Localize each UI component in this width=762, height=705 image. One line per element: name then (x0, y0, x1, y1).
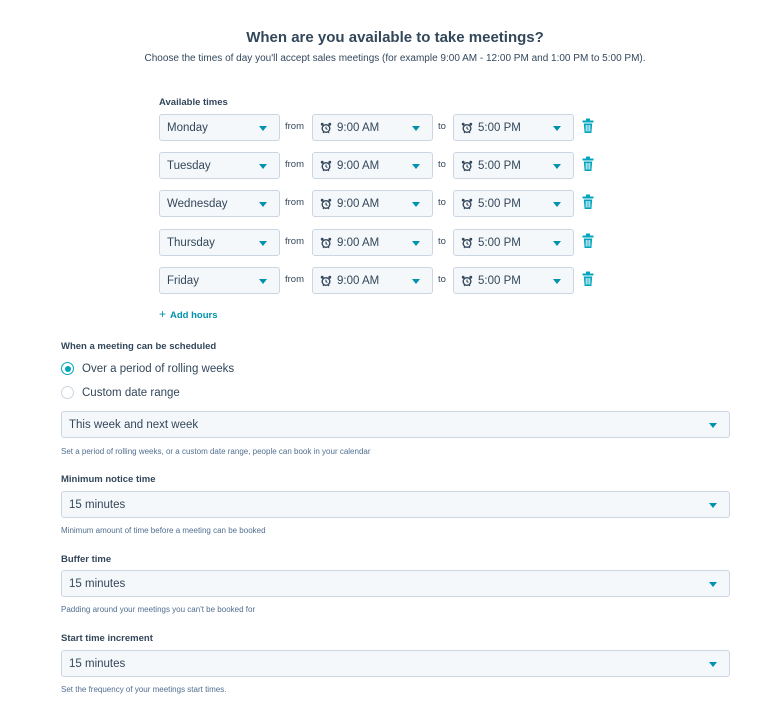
start-time-select[interactable] (312, 229, 433, 256)
day-value: Friday (167, 274, 199, 287)
page-title: When are you available to take meetings? (246, 29, 544, 46)
start-time-value: 9:00 AM (337, 121, 380, 134)
day-select[interactable] (159, 152, 280, 179)
available-times-label: Available times (159, 97, 228, 108)
page-subtitle: Choose the times of day you'll accept sales meetings (for example 9:00 AM - 12:00 PM and 1:00 PM to 5:00 PM). (144, 53, 646, 64)
available-time-row-wednesday (159, 190, 599, 217)
plus-icon: + (159, 307, 167, 321)
chevron-down-icon (412, 241, 420, 246)
to-label: to (438, 274, 446, 285)
chevron-down-icon (412, 126, 420, 131)
radio-rolling-weeks-label: Over a period of rolling weeks (82, 362, 235, 375)
trash-icon[interactable] (582, 271, 594, 287)
chevron-down-icon (553, 126, 561, 131)
buffer-time-value: 15 minutes (69, 577, 126, 590)
from-label: from (285, 197, 304, 208)
start-time-select[interactable] (312, 190, 433, 217)
to-label: to (438, 236, 446, 247)
chevron-down-icon (709, 662, 717, 667)
trash-icon[interactable] (582, 194, 594, 210)
to-label: to (438, 197, 446, 208)
chevron-down-icon (553, 279, 561, 284)
start-time-select[interactable] (312, 152, 433, 179)
end-time-value: 5:00 PM (478, 236, 521, 249)
start-time-increment-label: Start time increment (61, 633, 153, 644)
from-label: from (285, 121, 304, 132)
radio-unselected-icon (61, 386, 74, 399)
chevron-down-icon (709, 582, 717, 587)
radio-custom-date-range[interactable] (61, 386, 180, 399)
day-value: Thursday (167, 236, 215, 249)
alarm-clock-icon (320, 122, 332, 134)
alarm-clock-icon (320, 198, 332, 210)
schedule-label: When a meeting can be scheduled (61, 341, 217, 352)
schedule-period-value: This week and next week (69, 418, 199, 431)
schedule-period-select[interactable] (61, 411, 730, 438)
start-time-increment-value: 15 minutes (69, 657, 126, 670)
alarm-clock-icon (320, 160, 332, 172)
available-time-row-monday (159, 114, 599, 141)
day-value: Monday (167, 121, 208, 134)
day-select[interactable] (159, 190, 280, 217)
schedule-help-text: Set a period of rolling weeks, or a custom date range, people can book in your calendar (61, 447, 371, 456)
radio-selected-icon (61, 362, 74, 375)
chevron-down-icon (553, 164, 561, 169)
add-hours-button[interactable] (159, 307, 218, 321)
day-value: Tuesday (167, 159, 211, 172)
minimum-notice-help-text: Minimum amount of time before a meeting can be booked (61, 526, 266, 535)
alarm-clock-icon (461, 237, 473, 249)
alarm-clock-icon (461, 275, 473, 287)
chevron-down-icon (259, 241, 267, 246)
alarm-clock-icon (461, 122, 473, 134)
start-time-increment-help-text: Set the frequency of your meetings start times. (61, 685, 227, 694)
from-label: from (285, 159, 304, 170)
end-time-select[interactable] (453, 114, 574, 141)
chevron-down-icon (709, 503, 717, 508)
start-time-increment-select[interactable] (61, 650, 730, 677)
chevron-down-icon (553, 241, 561, 246)
day-select[interactable] (159, 267, 280, 294)
alarm-clock-icon (461, 198, 473, 210)
buffer-time-select[interactable] (61, 570, 730, 597)
minimum-notice-select[interactable] (61, 491, 730, 518)
end-time-value: 5:00 PM (478, 121, 521, 134)
to-label: to (438, 121, 446, 132)
chevron-down-icon (259, 202, 267, 207)
chevron-down-icon (412, 164, 420, 169)
start-time-value: 9:00 AM (337, 197, 380, 210)
alarm-clock-icon (320, 275, 332, 287)
end-time-value: 5:00 PM (478, 159, 521, 172)
chevron-down-icon (259, 164, 267, 169)
chevron-down-icon (412, 202, 420, 207)
radio-custom-date-range-label: Custom date range (82, 386, 180, 399)
buffer-time-help-text: Padding around your meetings you can't be booked for (61, 605, 256, 614)
start-time-value: 9:00 AM (337, 274, 380, 287)
end-time-select[interactable] (453, 190, 574, 217)
chevron-down-icon (259, 126, 267, 131)
end-time-value: 5:00 PM (478, 197, 521, 210)
available-time-row-tuesday (159, 152, 599, 179)
buffer-time-label: Buffer time (61, 554, 112, 565)
alarm-clock-icon (461, 160, 473, 172)
from-label: from (285, 236, 304, 247)
available-time-row-thursday (159, 229, 599, 256)
radio-rolling-weeks[interactable] (61, 362, 234, 375)
alarm-clock-icon (320, 237, 332, 249)
chevron-down-icon (709, 423, 717, 428)
start-time-select[interactable] (312, 267, 433, 294)
add-hours-label: Add hours (170, 310, 218, 321)
chevron-down-icon (412, 279, 420, 284)
to-label: to (438, 159, 446, 170)
trash-icon[interactable] (582, 156, 594, 172)
day-select[interactable] (159, 114, 280, 141)
day-value: Wednesday (167, 197, 228, 210)
end-time-value: 5:00 PM (478, 274, 521, 287)
end-time-select[interactable] (453, 267, 574, 294)
minimum-notice-label: Minimum notice time (61, 474, 156, 485)
minimum-notice-value: 15 minutes (69, 498, 126, 511)
end-time-select[interactable] (453, 229, 574, 256)
start-time-value: 9:00 AM (337, 236, 380, 249)
trash-icon[interactable] (582, 233, 594, 249)
chevron-down-icon (553, 202, 561, 207)
trash-icon[interactable] (582, 118, 594, 134)
end-time-select[interactable] (453, 152, 574, 179)
day-select[interactable] (159, 229, 280, 256)
start-time-value: 9:00 AM (337, 159, 380, 172)
available-time-row-friday (159, 267, 599, 294)
chevron-down-icon (259, 279, 267, 284)
from-label: from (285, 274, 304, 285)
start-time-select[interactable] (312, 114, 433, 141)
